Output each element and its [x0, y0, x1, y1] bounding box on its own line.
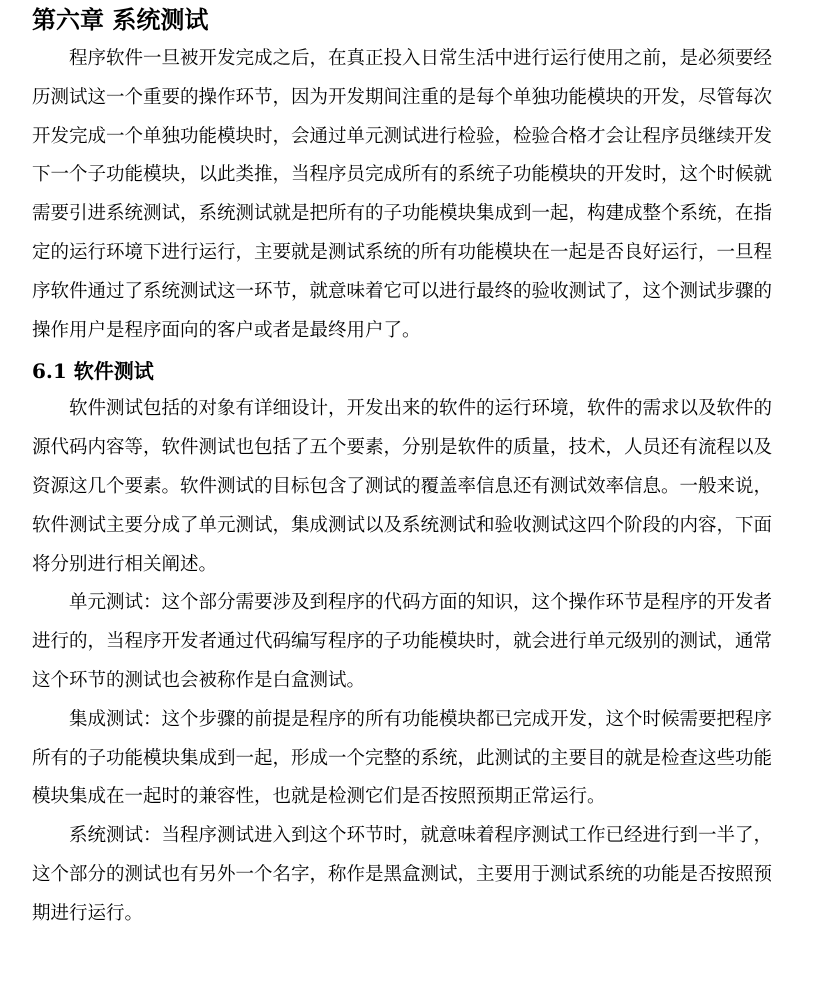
section-title: 6.1 软件测试 [32, 359, 154, 384]
section-paragraph-system-test: 系统测试：当程序测试进入到这个环节时，就意味着程序测试工作已经进行到一半了，这个部分的测试也有另外一个名字，称作是黑盒测试，主要用于测试系统的功能是否按照预期进行运行。 [32, 825, 773, 924]
section-paragraph-overview: 软件测试包括的对象有详细设计，开发出来的软件的运行环境，软件的需求以及软件的源代码内容等，软件测试也包括了五个要素，分别是软件的质量，技术，人员还有流程以及资源这几个要素。软件测试的目标包含了测试的覆盖率信息还有测试效率信息。一般来说，软件测试主要分成了单元测试，集成测试以及系统测试和验收测试这四个阶段的内容，下面将分别进行相关阐述。 [32, 398, 773, 575]
intro-paragraph: 程序软件一旦被开发完成之后，在真正投入日常生活中进行运行使用之前，是必须要经历测试这一个重要的操作环节，因为开发期间注重的是每个单独功能模块的开发，尽管每次开发完成一个单独功能模块时，会通过单元测试进行检验，检验合格才会让程序员继续开发下一个子功能模块，以此类推，当程序员完成所有的系统子功能模块的开发时，这个时候就需要引进系统测试，系统测试就是把所有的子功能模块集成到一起，构建成整个系统，在指定的运行环境下进行运行，主要就是测试系统的所有功能模块在一起是否良好运行，一旦程序软件通过了系统测试这一环节，就意味着它可以进行最终的验收测试了，这个测试步骤的操作用户是程序面向的客户或者是最终用户了。 [32, 48, 773, 341]
document-page [32, 0, 772, 934]
section-paragraph-integration-test: 集成测试：这个步骤的前提是程序的所有功能模块都已完成开发，这个时候需要把程序所有的子功能模块集成到一起，形成一个完整的系统，此测试的主要目的就是检查这些功能模块集成在一起时的兼容性，也就是检测它们是否按照预期正常运行。 [32, 708, 773, 808]
chapter-title: 第六章 系统测试 [32, 5, 209, 34]
section-paragraph-unit-test: 单元测试：这个部分需要涉及到程序的代码方面的知识，这个操作环节是程序的开发者进行的，当程序开发者通过代码编写程序的子功能模块时，就会进行单元级别的测试，通常这个环节的测试也会被称作是白盒测试。 [32, 592, 773, 691]
